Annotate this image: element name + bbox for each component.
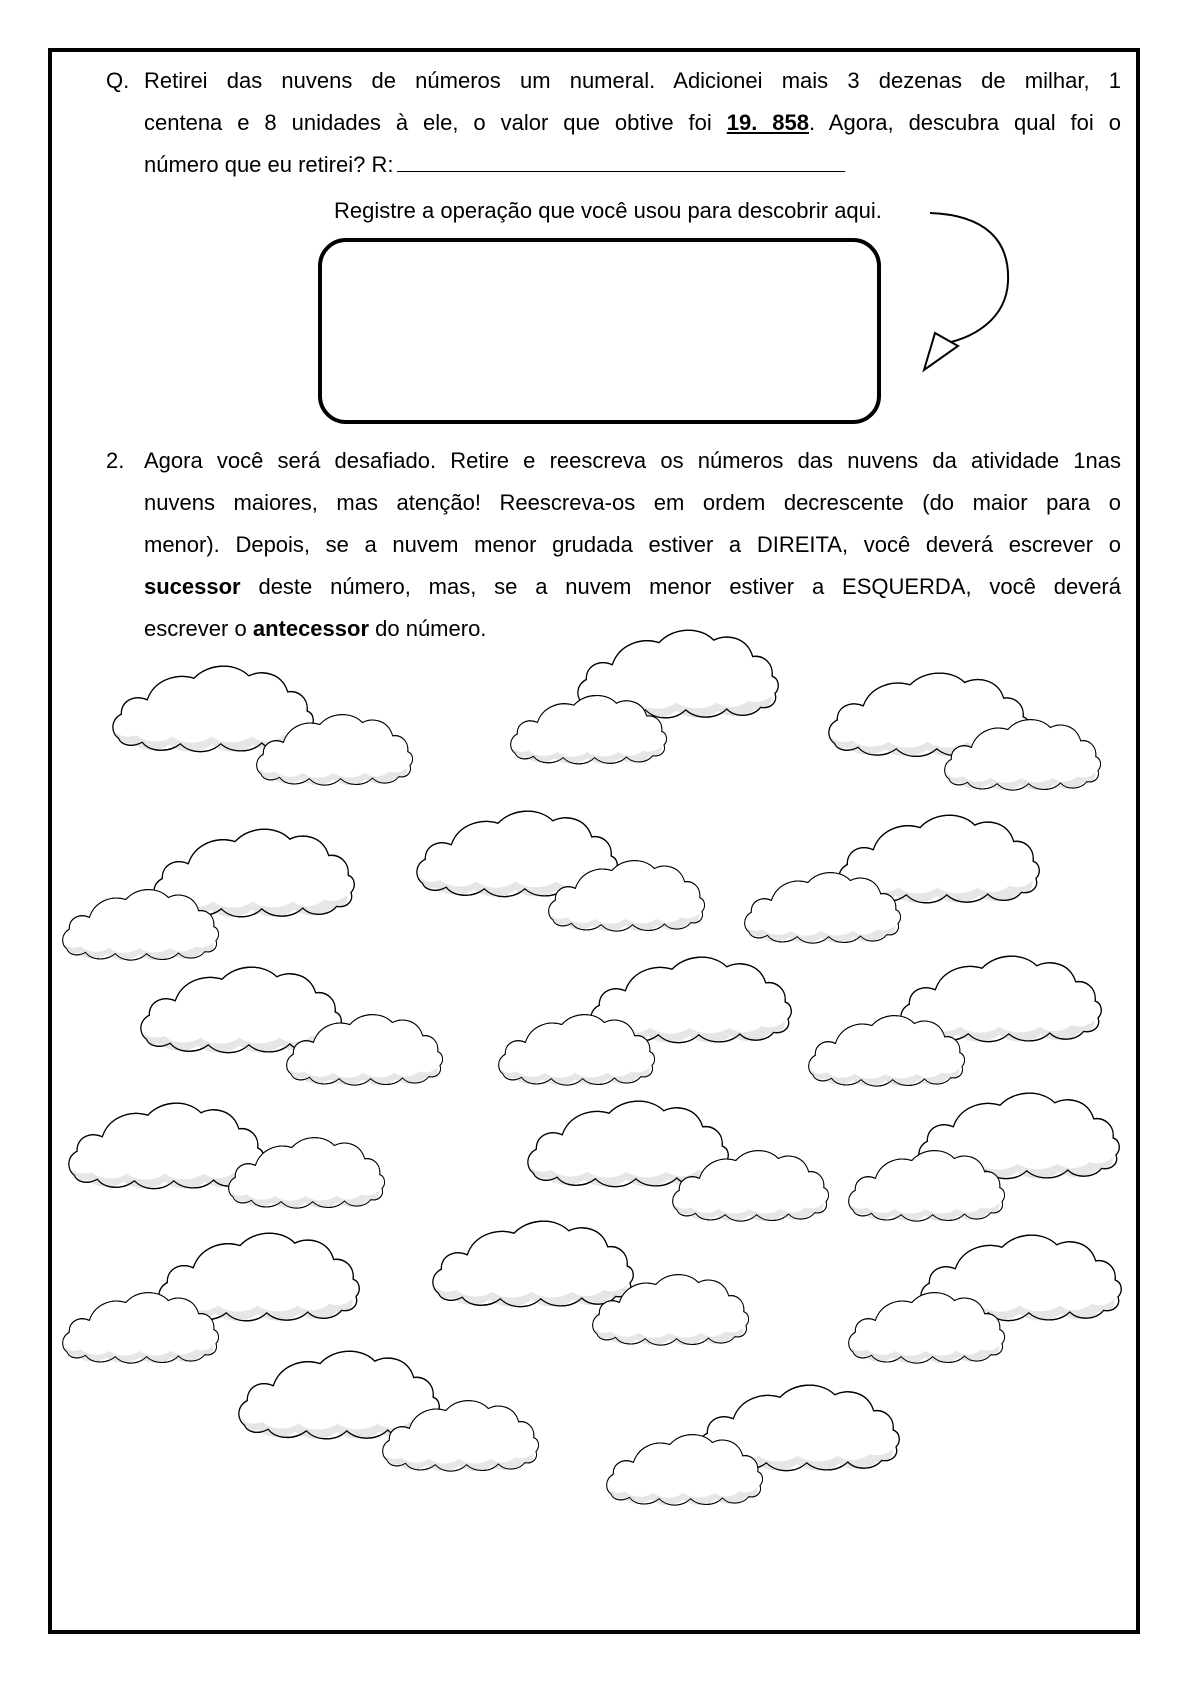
question-q-number: Q. bbox=[106, 68, 130, 93]
question-q-line-3: número que eu retirei? R: bbox=[144, 144, 1121, 186]
question-2-line-3: menor). Depois, se a nuvem menor grudada estiver a DIREITA, você deverá escrever o bbox=[144, 532, 1121, 557]
big-cloud[interactable] bbox=[433, 1221, 633, 1306]
big-cloud[interactable] bbox=[141, 967, 341, 1052]
big-cloud[interactable] bbox=[69, 1103, 264, 1188]
cloud-pair bbox=[433, 1221, 749, 1345]
question-2-line-1: Agora você será desafiado. Retire e reescreva os números das nuvens da atividade 1nas bbox=[144, 448, 1121, 473]
cloud-pair bbox=[499, 957, 792, 1085]
question-2-line-5: escrever o antecessor do número. bbox=[144, 616, 487, 641]
cloud-pair bbox=[239, 1351, 539, 1471]
cloud-pair bbox=[745, 815, 1040, 943]
question-q-line-2: centena e 8 unidades à ele, o valor que obtive foi 19. 858. Agora, descubra qual foi o bbox=[144, 110, 1121, 135]
cloud-pair bbox=[417, 811, 705, 931]
cloud-pair bbox=[63, 829, 355, 960]
cloud-pair bbox=[63, 1233, 360, 1363]
big-cloud[interactable] bbox=[239, 1351, 439, 1439]
cloud-pair bbox=[849, 1093, 1120, 1221]
cloud-pair bbox=[528, 1101, 829, 1221]
given-value: 19. 858 bbox=[726, 110, 809, 135]
cloud-pair bbox=[511, 630, 779, 764]
question-2-line-2: nuvens maiores, mas atenção! Reescreva-os em ordem decrescente (do maior para o bbox=[144, 490, 1121, 515]
question-2-number: 2. bbox=[106, 448, 125, 473]
cloud-pair bbox=[113, 666, 413, 785]
cloud-pair bbox=[849, 1235, 1122, 1363]
big-cloud[interactable] bbox=[528, 1101, 728, 1186]
register-label: Registre a operação que você usou para descobrir aqui. bbox=[334, 198, 882, 223]
big-cloud[interactable] bbox=[113, 666, 313, 751]
cloud-pair bbox=[607, 1385, 900, 1505]
cloud-pair bbox=[809, 956, 1102, 1086]
question-2-line-4: sucessor deste número, mas, se a nuvem menor estiver a ESQUERDA, você deverá bbox=[144, 574, 1121, 599]
cloud-pair bbox=[69, 1103, 385, 1208]
cloud-pair bbox=[829, 673, 1101, 790]
question-q-line-1: Retirei das nuvens de números um numeral. Adicionei mais 3 dezenas de milhar, 1 bbox=[144, 68, 1121, 93]
cloud-pair bbox=[141, 967, 443, 1085]
